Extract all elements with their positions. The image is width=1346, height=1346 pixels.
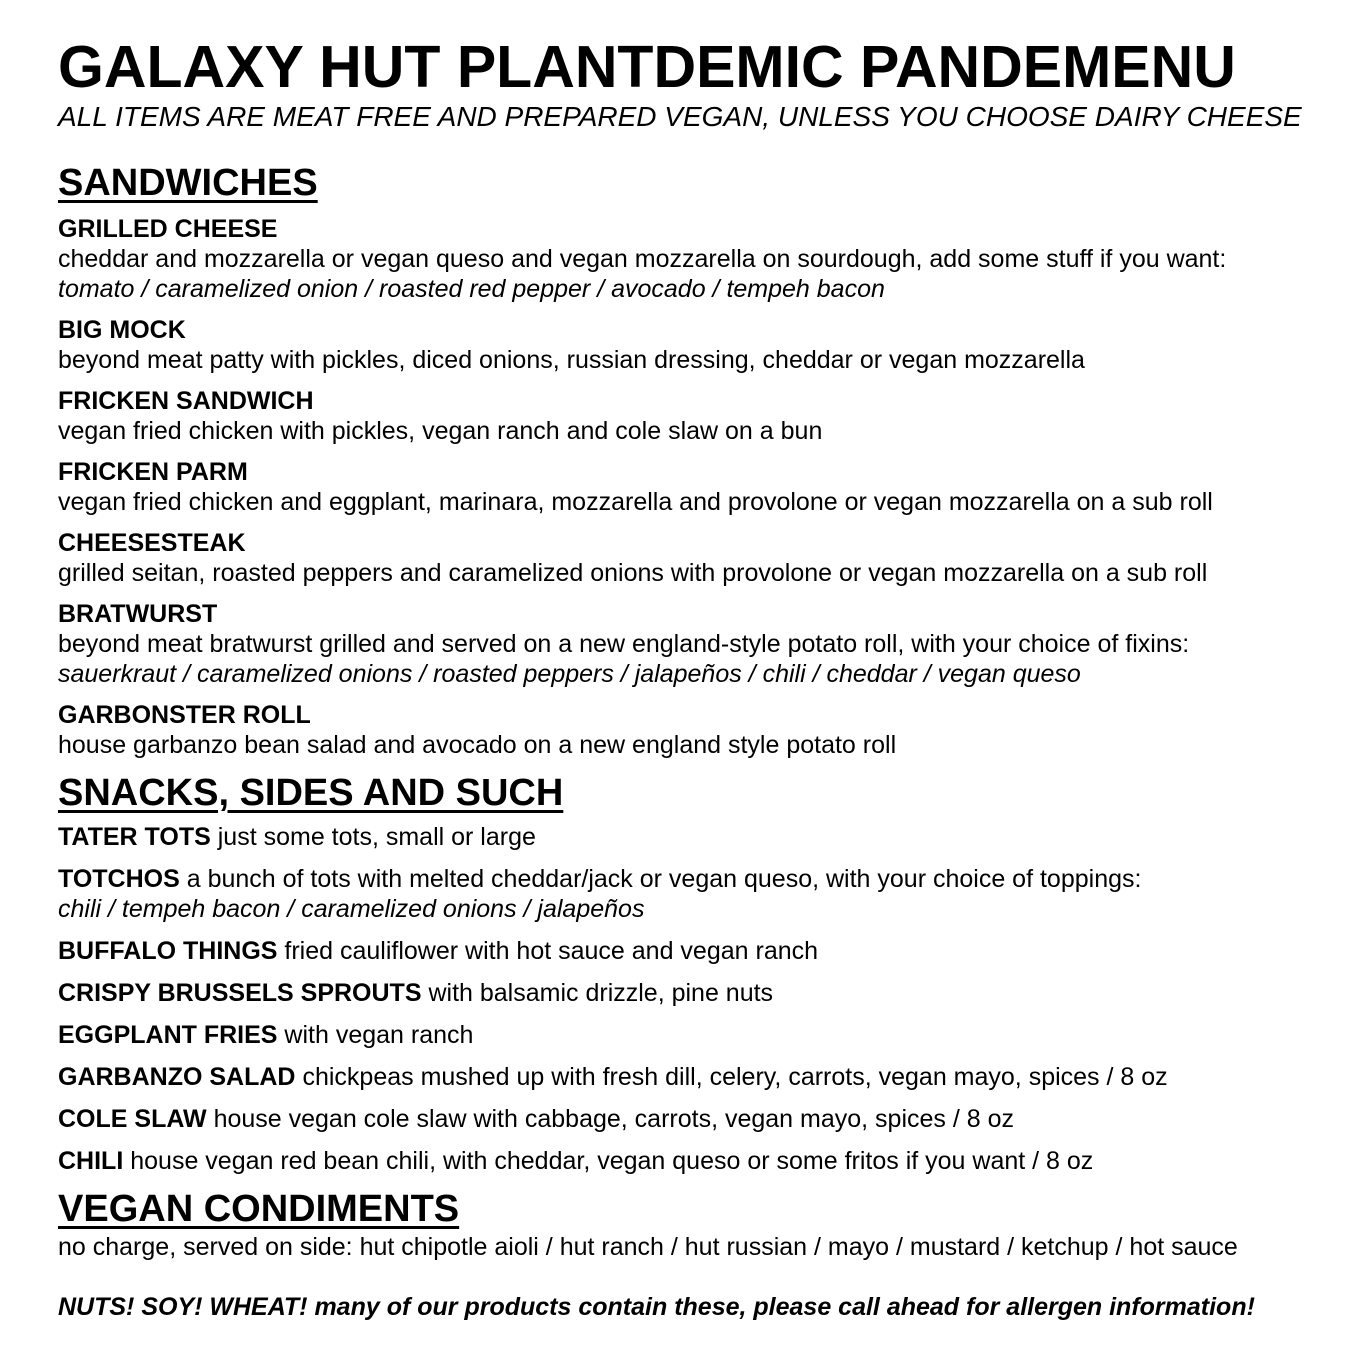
item-description: a bunch of tots with melted cheddar/jack or vegan queso, with your choice of toppings:	[186, 865, 1142, 893]
item-options: chili / tempeh bacon / caramelized onions / jalapeños	[58, 895, 645, 923]
item-description: house vegan cole slaw with cabbage, carrots, vegan mayo, spices / 8 oz	[213, 1105, 1015, 1133]
condiments-description: no charge, served on side: hut chipotle aioli / hut ranch / hut russian / mayo / mustard / ketchup / hot sauce	[58, 1233, 1238, 1261]
item-name: BIG MOCK	[58, 316, 186, 344]
item-name: FRICKEN PARM	[58, 458, 248, 486]
item-description: chickpeas mushed up with fresh dill, celery, carrots, vegan mayo, spices / 8 oz	[302, 1063, 1168, 1091]
item-name: GRILLED CHEESE	[58, 215, 278, 243]
menu-item-eggplant-fries	[58, 1020, 1328, 1050]
item-name: EGGPLANT FRIES	[58, 1021, 278, 1049]
item-description: fried cauliflower with hot sauce and vegan ranch	[284, 937, 819, 965]
item-name: TATER TOTS	[58, 823, 211, 851]
item-description: grilled seitan, roasted peppers and caramelized onions with provolone or vegan mozzarella on a sub roll	[58, 559, 1208, 587]
menu-page	[58, 34, 1328, 1322]
menu-item-cheesesteak	[58, 528, 1328, 588]
item-name: TOTCHOS	[58, 865, 180, 893]
page-title: GALAXY HUT PLANTDEMIC PANDEMENU	[58, 34, 1236, 100]
menu-item-bratwurst	[58, 599, 1328, 689]
menu-item-fricken-sandwich	[58, 386, 1328, 446]
item-name: CHEESESTEAK	[58, 529, 246, 557]
menu-item-garbonster-roll	[58, 700, 1328, 760]
item-description: house garbanzo bean salad and avocado on a new england style potato roll	[58, 731, 897, 759]
item-options: tomato / caramelized onion / roasted red pepper / avocado / tempeh bacon	[58, 275, 885, 303]
item-description: just some tots, small or large	[217, 823, 536, 851]
menu-item-totchos	[58, 864, 1328, 924]
menu-item-grilled-cheese	[58, 214, 1328, 304]
item-description: beyond meat patty with pickles, diced onions, russian dressing, cheddar or vegan mozzarella	[58, 346, 1085, 374]
sandwiches-heading: SANDWICHES	[58, 162, 318, 204]
menu-item-buffalo-things	[58, 936, 1328, 966]
item-description: beyond meat bratwurst grilled and served on a new england-style potato roll, with your choice of fixins:	[58, 630, 1190, 658]
item-name: BUFFALO THINGS	[58, 937, 278, 965]
snacks-heading: SNACKS, SIDES AND SUCH	[58, 772, 564, 814]
menu-item-crispy-brussels-sprouts	[58, 978, 1328, 1008]
menu-item-fricken-parm	[58, 457, 1328, 517]
menu-item-big-mock	[58, 315, 1328, 375]
item-options: sauerkraut / caramelized onions / roasted peppers / jalapeños / chili / cheddar / vegan queso	[58, 660, 1081, 688]
menu-item-cole-slaw	[58, 1104, 1328, 1134]
condiments-heading: VEGAN CONDIMENTS	[58, 1188, 460, 1230]
menu-item-tater-tots	[58, 822, 1328, 852]
item-name: FRICKEN SANDWICH	[58, 387, 314, 415]
item-description: with vegan ranch	[284, 1021, 474, 1049]
item-name: COLE SLAW	[58, 1105, 207, 1133]
allergen-warning: NUTS! SOY! WHEAT! many of our products contain these, please call ahead for allergen information!	[58, 1293, 1255, 1321]
item-description: cheddar and mozzarella or vegan queso and vegan mozzarella on sourdough, add some stuff if you want:	[58, 245, 1227, 273]
menu-item-chili	[58, 1146, 1328, 1176]
item-name: CHILI	[58, 1147, 124, 1175]
menu-item-garbanzo-salad	[58, 1062, 1328, 1092]
item-description: vegan fried chicken and eggplant, marinara, mozzarella and provolone or vegan mozzarella on a sub roll	[58, 488, 1213, 516]
item-description: vegan fried chicken with pickles, vegan ranch and cole slaw on a bun	[58, 417, 823, 445]
item-name: BRATWURST	[58, 600, 218, 628]
item-name: GARBANZO SALAD	[58, 1063, 296, 1091]
item-description: house vegan red bean chili, with cheddar, vegan queso or some fritos if you want / 8 oz	[130, 1147, 1094, 1175]
page-subtitle: ALL ITEMS ARE MEAT FREE AND PREPARED VEGAN, UNLESS YOU CHOOSE DAIRY CHEESE	[58, 101, 1302, 132]
item-description: with balsamic drizzle, pine nuts	[428, 979, 774, 1007]
item-name: GARBONSTER ROLL	[58, 701, 311, 729]
item-name: CRISPY BRUSSELS SPROUTS	[58, 979, 422, 1007]
